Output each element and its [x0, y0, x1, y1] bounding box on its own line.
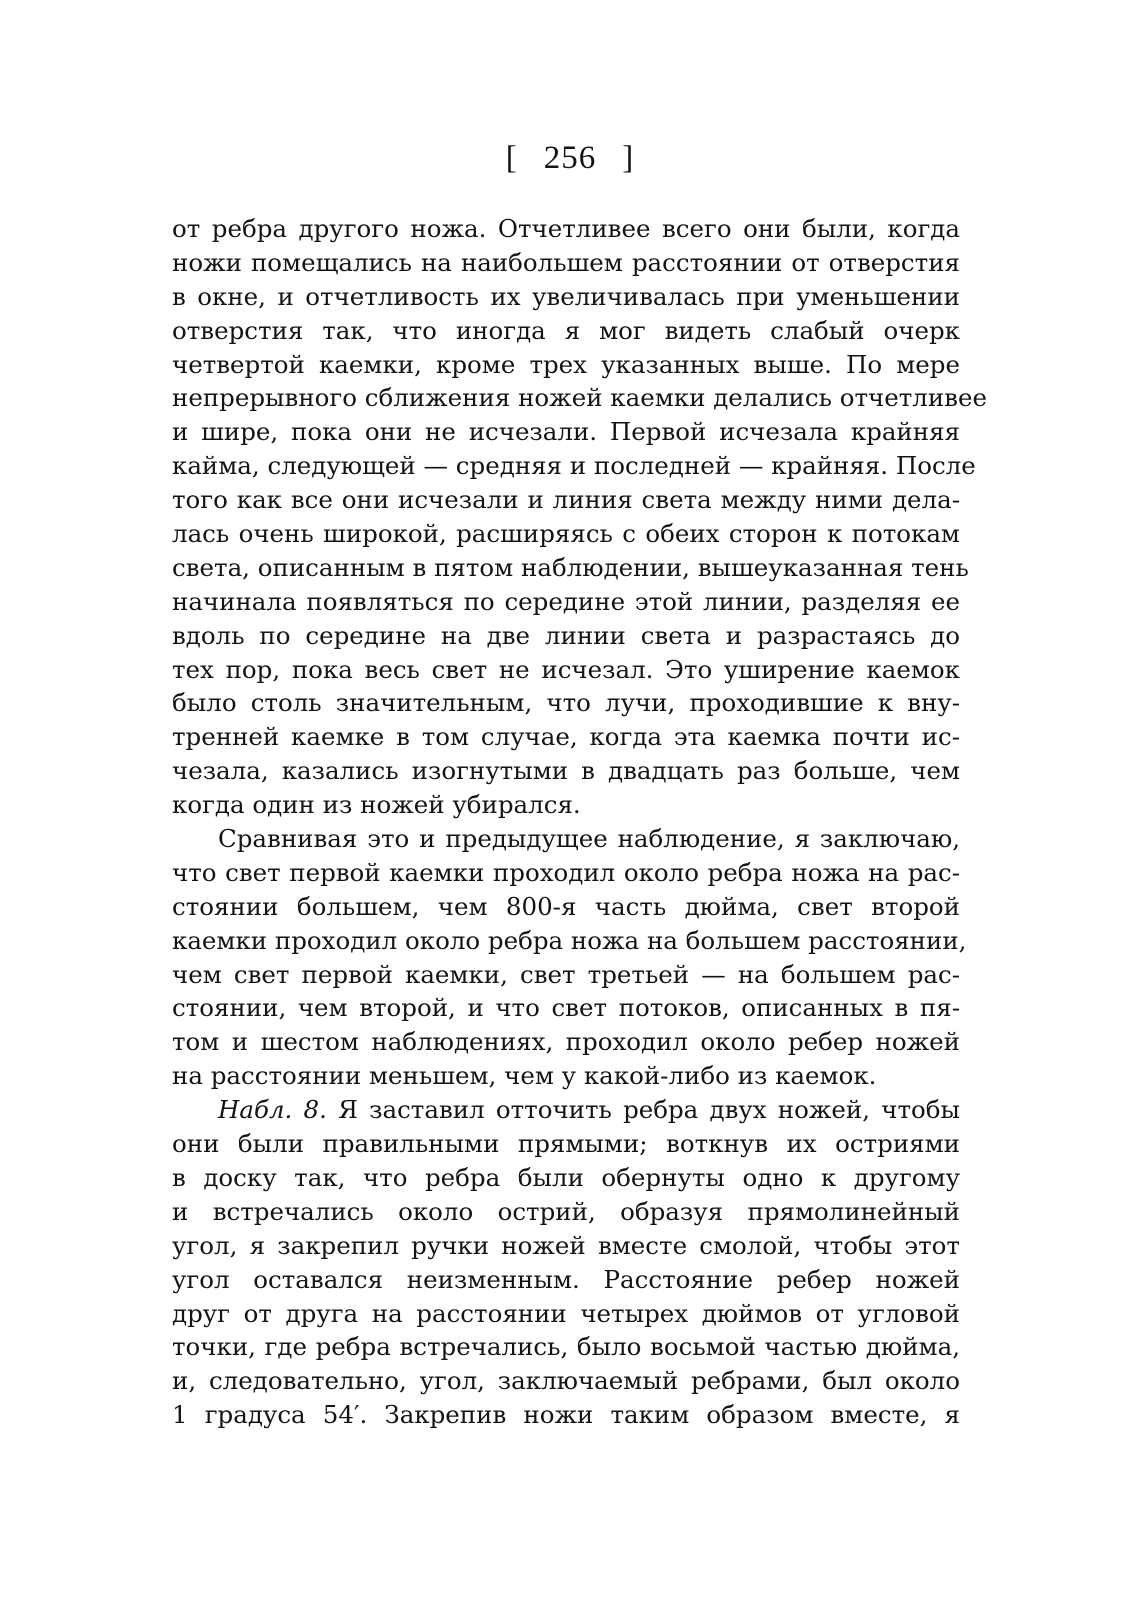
text-line: Сравнивая это и предыдущее наблюдение, я заключаю,	[218, 824, 960, 854]
text-line: чезала, казались изогнутыми в двадцать раз больше, чем	[172, 756, 960, 786]
bracket-open: [	[505, 140, 518, 176]
observation-label: Набл. 8.	[218, 1095, 327, 1125]
observation-text: Я заставил отточить ребра двух ножей, чтобы	[338, 1095, 960, 1125]
page-number-header	[0, 140, 1140, 177]
text-line: ножи помещались на наибольшем расстоянии от отверстия	[172, 247, 960, 277]
text-line: стоянии большем, чем 800-я часть дюйма, свет второй	[172, 891, 960, 921]
text-line: и встречались около острий, образуя прямолинейный	[172, 1196, 960, 1226]
text-line: непрерывного сближения ножей каемки делались отчетливее	[172, 383, 987, 413]
text-line: в окне, и отчетливость их увеличивалась при уменьшении	[172, 281, 960, 311]
text-line: тех пор, пока весь свет не исчезал. Это уширение каемок	[172, 654, 960, 684]
text-line: на расстоянии меньшем, чем у какой-либо из каемок.	[172, 1061, 877, 1091]
text-line: того как все они исчезали и линия света между ними дела-	[172, 485, 960, 515]
text-line: угол оставался неизменным. Расстояние ребер ножей	[172, 1264, 960, 1294]
text-line: и шире, пока они не исчезали. Первой исчезала крайняя	[172, 417, 960, 447]
text-line: 1 градуса 54′. Закрепив ножи таким образом вместе, я	[172, 1400, 960, 1430]
text-line: начинала появляться по середине этой линии, разделяя ее	[172, 586, 960, 616]
text-line: чем свет первой каемки, свет третьей — на большем рас-	[172, 959, 960, 989]
bracket-close: ]	[622, 140, 635, 176]
body-text	[172, 212, 987, 1432]
text-line: что свет первой каемки проходил около ребра ножа на рас-	[172, 857, 960, 887]
text-line: отверстия так, что иногда я мог видеть слабый очерк	[172, 315, 960, 345]
text-line: друг от друга на расстоянии четырех дюймов от угловой	[172, 1298, 960, 1328]
text-line: четвертой каемки, кроме трех указанных выше. По мере	[172, 349, 960, 379]
text-line: том и шестом наблюдениях, проходил около ребер ножей	[172, 1027, 960, 1057]
text-line: кайма, следующей — средняя и последней — крайняя. После	[172, 451, 976, 481]
text-line: света, описанным в пятом наблюдении, вышеуказанная тень	[172, 552, 969, 582]
text-line: угол, я закрепил ручки ножей вместе смолой, чтобы этот	[172, 1230, 960, 1260]
text-line: каемки проходил около ребра ножа на большем расстоянии,	[172, 925, 967, 955]
text-line: в доску так, что ребра были обернуты одно к другому	[172, 1162, 960, 1192]
paragraph-2	[172, 822, 967, 1093]
page-number: 256	[543, 140, 597, 176]
paragraph-1	[172, 212, 987, 822]
text-line: тренней каемке в том случае, когда эта каемка почти ис-	[172, 722, 960, 752]
text-line: было столь значительным, что лучи, проходившие к вну-	[172, 688, 960, 718]
text-line: лась очень широкой, расширяясь с обеих сторон к потокам	[172, 519, 960, 549]
text-line: когда один из ножей убирался.	[172, 790, 581, 820]
text-line: они были правильными прямыми; воткнув их остриями	[172, 1129, 960, 1159]
text-line: точки, где ребра встречались, было восьмой частью дюйма,	[172, 1332, 960, 1362]
paragraph-3	[172, 1093, 960, 1432]
observation-first-line	[172, 1093, 960, 1127]
text-line: от ребра другого ножа. Отчетливее всего они были, когда	[172, 214, 960, 243]
text-line: вдоль по середине на две линии света и разрастаясь до	[172, 620, 960, 650]
text-line: и, следовательно, угол, заключаемый ребрами, был около	[172, 1366, 960, 1396]
text-line: стоянии, чем второй, и что свет потоков, описанных в пя-	[172, 993, 960, 1023]
